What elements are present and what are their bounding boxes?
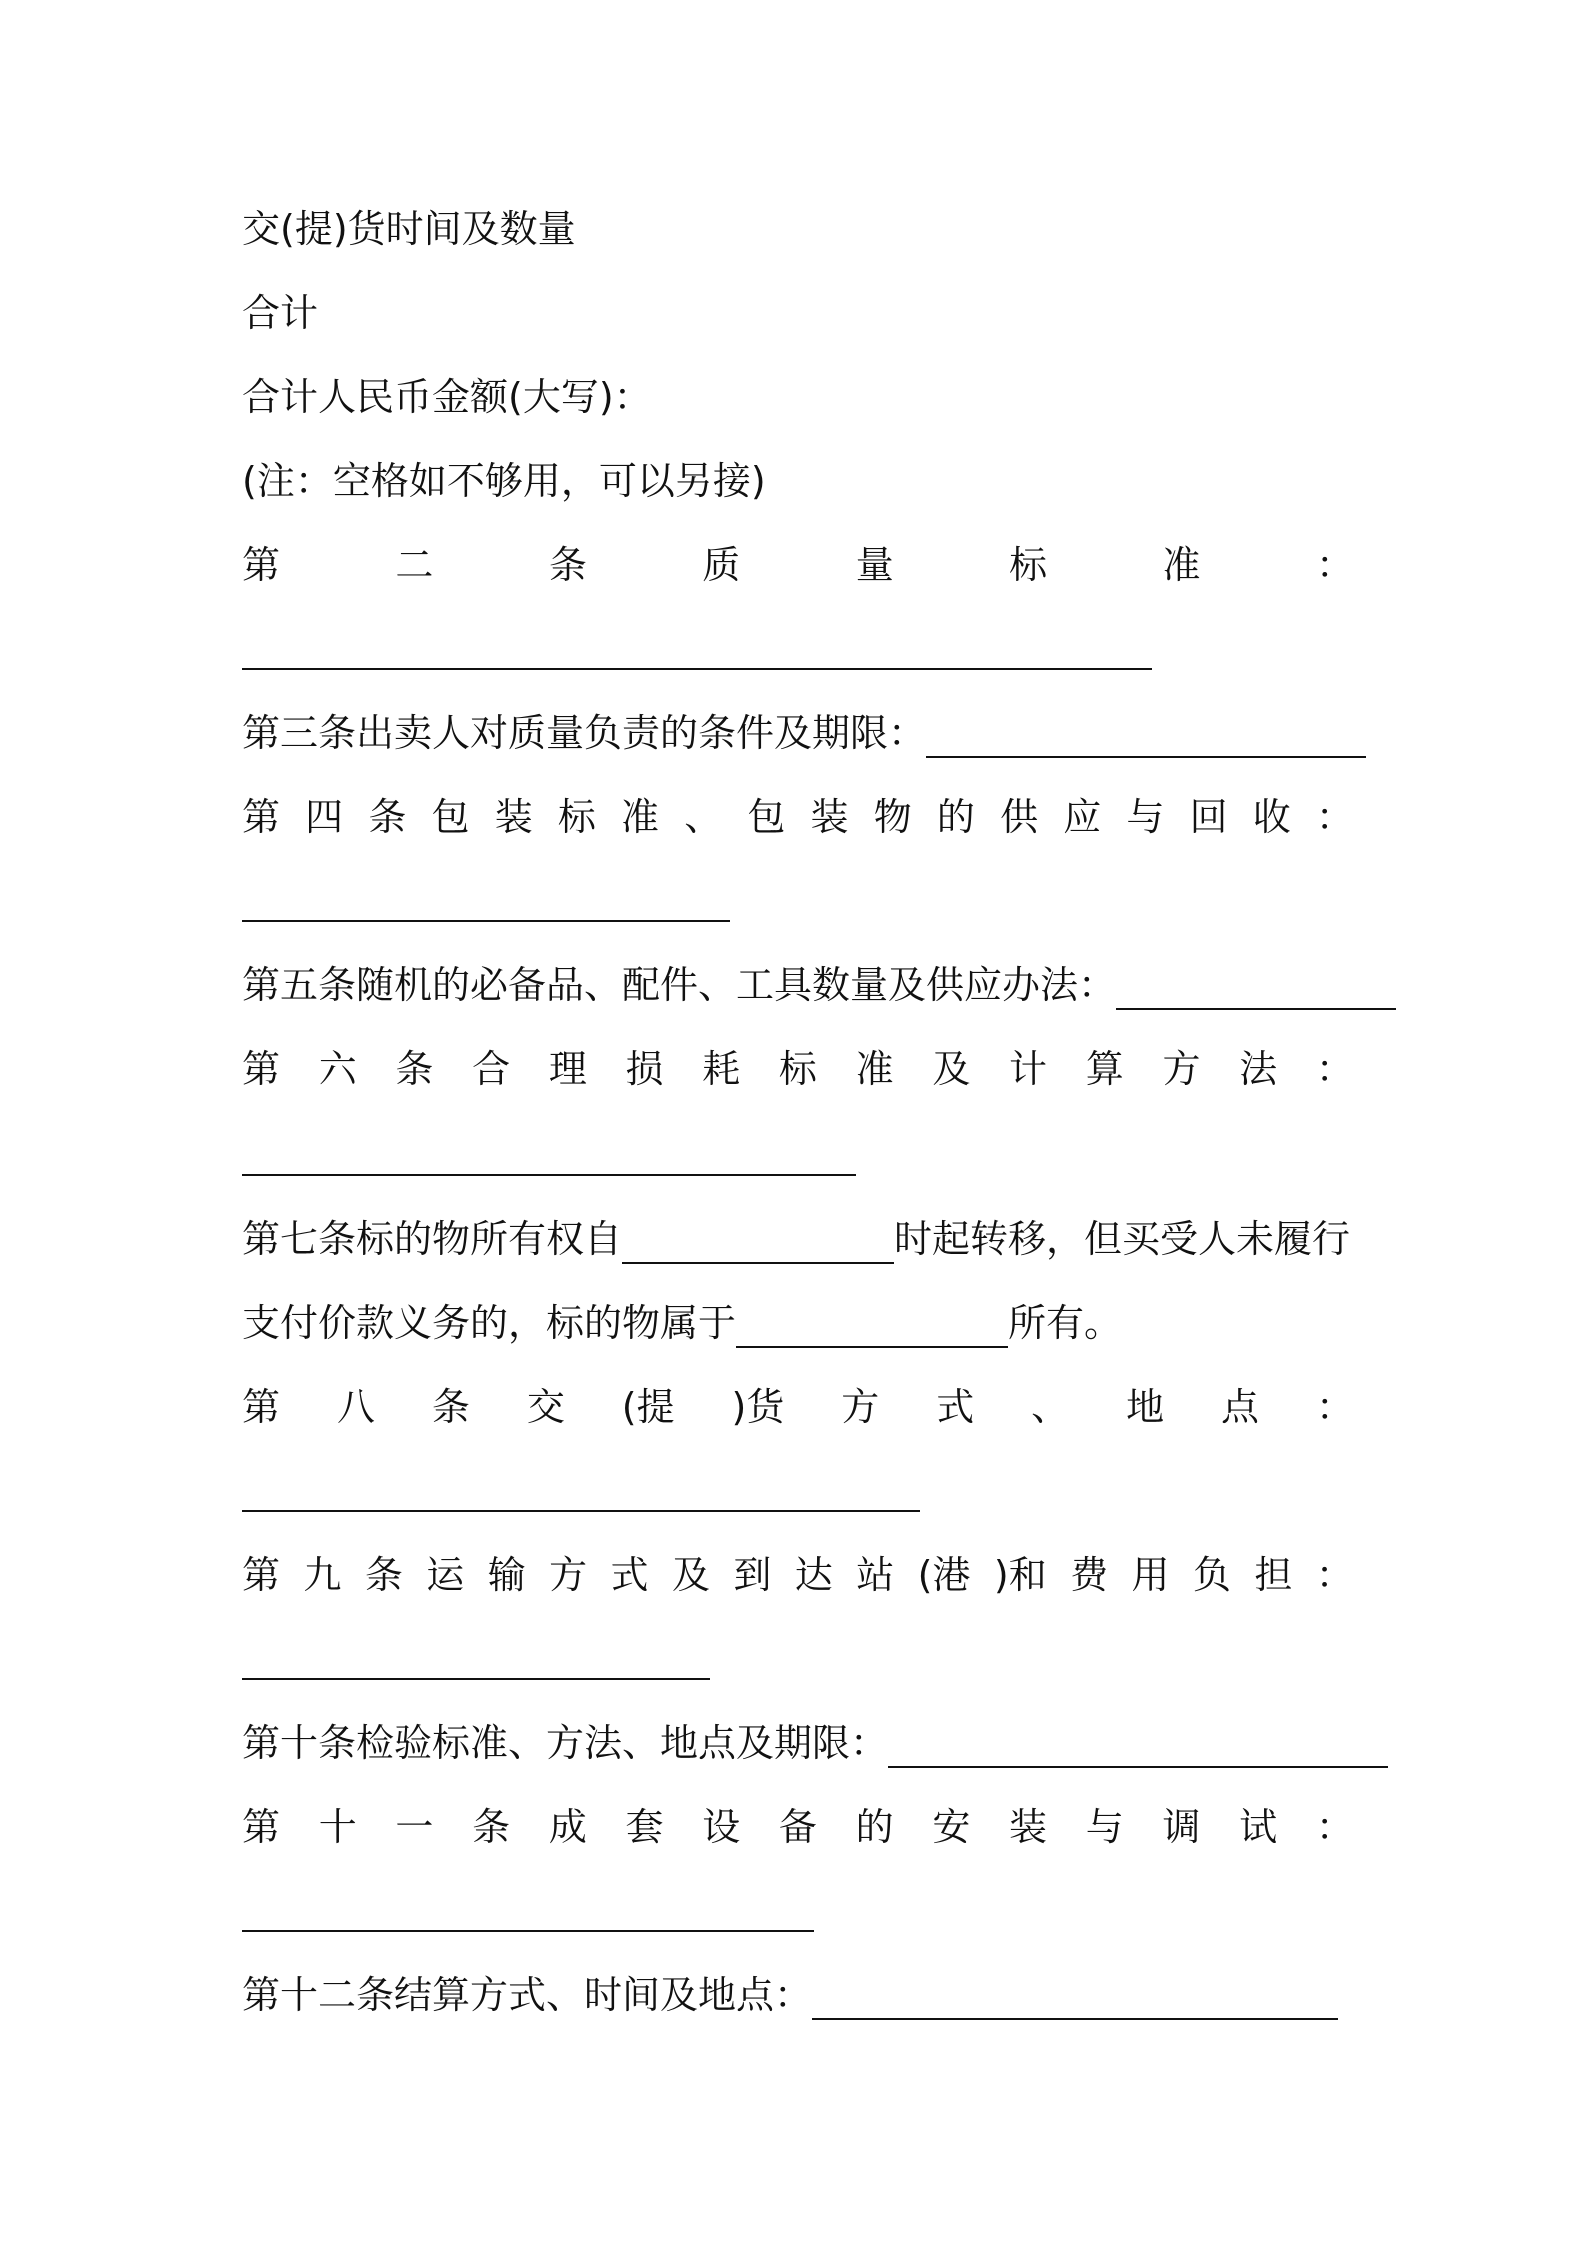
- heading-char: 输: [487, 1553, 526, 1597]
- heading-char: 第: [242, 1047, 281, 1091]
- article-12-line: [242, 1970, 1354, 2020]
- heading-char: 十: [318, 1805, 357, 1849]
- article-3-line: [242, 708, 1354, 758]
- heading-char: 方: [1162, 1047, 1201, 1091]
- line-total-rmb: 合计人民币金额(大写)：: [242, 375, 652, 419]
- heading-char: ：: [1315, 543, 1354, 587]
- heading-char: 式: [610, 1553, 649, 1597]
- article-10-text: 第十条检验标准、方法、地点及期限：: [242, 1721, 889, 1765]
- article-10-line: [242, 1718, 1354, 1768]
- heading-char: 的: [855, 1805, 894, 1849]
- heading-char: 量: [855, 543, 894, 587]
- heading-char: 第: [242, 1805, 281, 1849]
- heading-char: 二: [395, 543, 434, 587]
- heading-char: 安: [932, 1805, 971, 1849]
- heading-char: 方: [549, 1553, 588, 1597]
- heading-char: 与: [1085, 1805, 1124, 1849]
- line-delivery-time: 交(提)货时间及数量: [242, 207, 576, 251]
- heading-char: 标: [778, 1047, 817, 1091]
- heading-char: 及: [932, 1047, 971, 1091]
- article-6-heading: [242, 1044, 1354, 1094]
- heading-char: 地: [1126, 1385, 1165, 1429]
- article-7-text-pre: 第七条标的物所有权自: [242, 1217, 623, 1261]
- heading-char: 式: [936, 1385, 975, 1429]
- heading-char: 条: [395, 1047, 434, 1091]
- heading-char: 四: [305, 795, 344, 839]
- article-11-blank[interactable]: [242, 1930, 814, 1932]
- heading-char: 点: [1221, 1385, 1260, 1429]
- heading-char: 担: [1254, 1553, 1293, 1597]
- heading-char: 用: [1131, 1553, 1170, 1597]
- heading-char: 计: [1009, 1047, 1048, 1091]
- article-7-blank-2[interactable]: [736, 1306, 1008, 1348]
- heading-char: 损: [625, 1047, 664, 1091]
- article-7-text-post: 时起转移，但买受人未履行: [894, 1217, 1351, 1261]
- article-3-text: 第三条出卖人对质量负责的条件及期限：: [242, 711, 927, 755]
- article-2-blank[interactable]: [242, 668, 1152, 670]
- heading-char: 质: [702, 543, 741, 587]
- heading-char: ：: [1315, 1805, 1354, 1849]
- heading-char: 交: [526, 1385, 565, 1429]
- heading-char: 运: [426, 1553, 465, 1597]
- article-12-blank[interactable]: [812, 1978, 1338, 2020]
- heading-char: 应: [1063, 795, 1102, 839]
- heading-char: 条: [364, 1553, 403, 1597]
- heading-char: 收: [1252, 795, 1291, 839]
- heading-char: 方: [841, 1385, 880, 1429]
- article-9-heading: [242, 1550, 1354, 1600]
- heading-char: 算: [1085, 1047, 1124, 1091]
- heading-char: (港: [917, 1553, 971, 1597]
- heading-char: 条: [548, 543, 587, 587]
- article-5-blank[interactable]: [1116, 968, 1396, 1010]
- heading-char: 供: [1000, 795, 1039, 839]
- heading-char: 的: [936, 795, 975, 839]
- heading-char: )货: [731, 1385, 785, 1429]
- heading-char: 装: [810, 795, 849, 839]
- article-7-line-2: [242, 1298, 1354, 1348]
- article-10-blank[interactable]: [888, 1726, 1388, 1768]
- heading-char: 达: [794, 1553, 833, 1597]
- heading-char: 装: [494, 795, 533, 839]
- heading-char: )和: [993, 1553, 1047, 1597]
- heading-char: 套: [625, 1805, 664, 1849]
- article-7-blank-1[interactable]: [622, 1222, 894, 1264]
- heading-char: 站: [856, 1553, 895, 1597]
- heading-char: 第: [242, 1385, 281, 1429]
- heading-char: 标: [1009, 543, 1048, 587]
- article-3-blank[interactable]: [926, 716, 1366, 758]
- heading-char: 与: [1126, 795, 1165, 839]
- heading-char: ：: [1315, 795, 1354, 839]
- heading-char: 装: [1009, 1805, 1048, 1849]
- heading-char: 八: [336, 1385, 375, 1429]
- heading-char: 负: [1192, 1553, 1231, 1597]
- article-6-blank[interactable]: [242, 1174, 856, 1176]
- article-4-heading: [242, 792, 1354, 842]
- heading-char: 成: [548, 1805, 587, 1849]
- article-11-heading: [242, 1802, 1354, 1852]
- heading-char: 、: [684, 795, 723, 839]
- line-total: 合计: [242, 291, 319, 335]
- heading-char: 准: [855, 1047, 894, 1091]
- heading-char: 六: [318, 1047, 357, 1091]
- heading-char: 一: [395, 1805, 434, 1849]
- heading-char: 回: [1189, 795, 1228, 839]
- article-9-blank[interactable]: [242, 1678, 710, 1680]
- heading-char: 理: [548, 1047, 587, 1091]
- heading-char: 包: [747, 795, 786, 839]
- heading-char: 法: [1239, 1047, 1278, 1091]
- heading-char: ：: [1315, 1553, 1354, 1597]
- heading-char: 第: [242, 543, 281, 587]
- article-2-heading: [242, 540, 1354, 590]
- heading-char: 条: [431, 1385, 470, 1429]
- heading-char: 备: [778, 1805, 817, 1849]
- heading-char: 准: [621, 795, 660, 839]
- article-4-blank[interactable]: [242, 920, 730, 922]
- heading-char: 九: [303, 1553, 342, 1597]
- heading-char: 到: [733, 1553, 772, 1597]
- heading-char: 条: [368, 795, 407, 839]
- article-12-text: 第十二条结算方式、时间及地点：: [242, 1973, 813, 2017]
- heading-char: (提: [621, 1385, 675, 1429]
- article-8-blank[interactable]: [242, 1510, 920, 1512]
- article-5-line: [242, 960, 1354, 1010]
- heading-char: 第: [242, 795, 281, 839]
- heading-char: 调: [1162, 1805, 1201, 1849]
- article-7b-text-pre: 支付价款义务的，标的物属于: [242, 1301, 737, 1345]
- heading-char: 准: [1162, 543, 1201, 587]
- heading-char: 设: [702, 1805, 741, 1849]
- heading-char: 第: [242, 1553, 281, 1597]
- heading-char: 条: [472, 1805, 511, 1849]
- heading-char: 标: [557, 795, 596, 839]
- article-8-heading: [242, 1382, 1354, 1432]
- heading-char: 合: [472, 1047, 511, 1091]
- heading-char: 、: [1031, 1385, 1070, 1429]
- heading-char: ：: [1315, 1385, 1354, 1429]
- article-5-text: 第五条随机的必备品、配件、工具数量及供应办法：: [242, 963, 1117, 1007]
- heading-char: 耗: [702, 1047, 741, 1091]
- article-7b-text-post: 所有。: [1008, 1301, 1123, 1345]
- heading-char: 试: [1239, 1805, 1278, 1849]
- heading-char: 包: [431, 795, 470, 839]
- heading-char: ：: [1315, 1047, 1354, 1091]
- heading-char: 及: [671, 1553, 710, 1597]
- line-note: (注：空格如不够用，可以另接): [242, 459, 766, 503]
- article-7-line-1: [242, 1214, 1354, 1264]
- heading-char: 费: [1070, 1553, 1109, 1597]
- heading-char: 物: [873, 795, 912, 839]
